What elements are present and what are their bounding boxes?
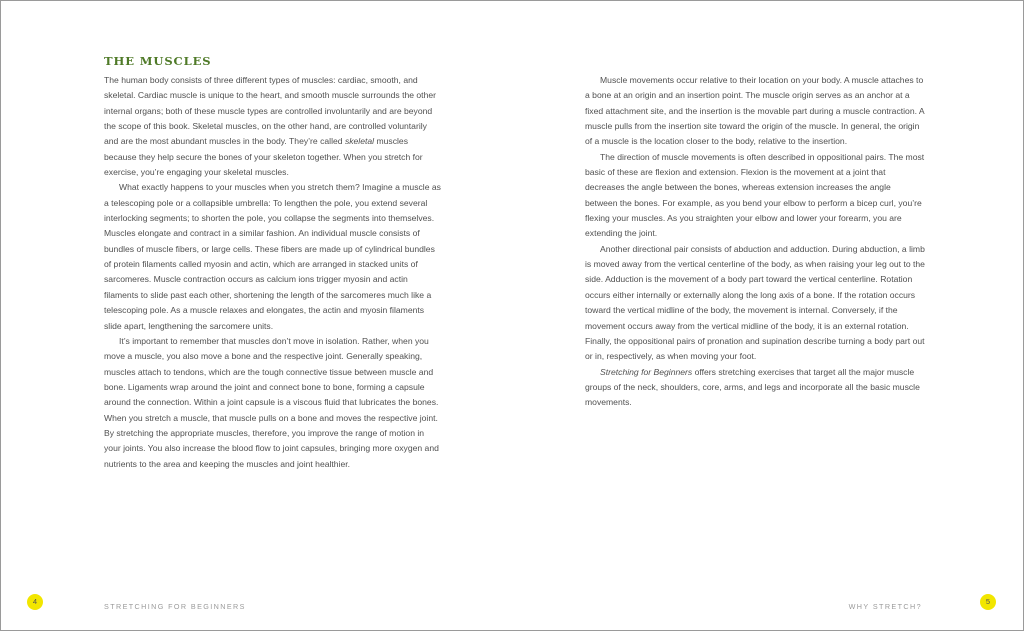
paragraph: What exactly happens to your muscles when you stretch them? Imagine a muscle as a telescoping pole or a collapsible umbrella: To lengthen the pole, you extend several interlocking segments; to shorten the pole, you collapse the segments into themselves. Muscles elongate and contract in a similar fashion. An individual muscle consists of bundles of muscle fibers, or large cells. These fibers are made up of cylindrical bundles of protein filaments called myosin and actin, which are arranged in stacked units of sarcomeres. Muscle contraction occurs as calcium ions trigger myosin and actin filaments to slide past each other, shortening the length of the sarcomeres much like a telescoping pole. As a muscle relaxes and elongates, the actin and myosin filaments slide apart, lengthening the sarcomere units.	[104, 182, 441, 331]
section-heading: THE MUSCLES	[104, 54, 212, 68]
running-footer: WHY STRETCH?	[848, 602, 922, 611]
paragraph-text: muscles because they help secure the bones of your skeleton together. When you stretch for exercise, you’re engaging your skeletal muscles.	[104, 136, 423, 178]
paragraph: Another directional pair consists of abduction and adduction. During abduction, a limb is moved away from the vertical centerline of the body, as when raising your leg out to the side. Adduction is the movement of a body part toward the vertical centerline. Rotation occurs either internally or externally along the long axis of a bone. If the rotation occurs toward the vertical midline of the body, the movement is internal. Conversely, if the movement occurs away from the vertical midline of the body, it is an external rotation. Finally, the oppositional pairs of pronation and supination describe turning a body part out or in, respectively, as when moving your foot.	[585, 243, 925, 362]
paragraph-text: The human body consists of three different types of muscles: cardiac, smooth, and skeletal. Cardiac muscle is unique to the heart, and smooth muscle surrounds the other internal organs; both of these muscle types are controlled involuntarily and are beyond the scope of this book. Skeletal muscles, on the other hand, are controlled voluntarily and are the most abundant muscles in the body. They’re called	[104, 75, 436, 147]
paragraph-text: offers stretching exercises that target all the major muscle groups of the neck, shoulders, core, arms, and legs and incorporate all the basic muscle movements.	[585, 366, 920, 408]
right-page	[512, 1, 1023, 630]
paragraph	[104, 73, 441, 180]
book-title-text: Stretching for Beginners	[600, 366, 693, 377]
page-number-badge: 4	[27, 594, 43, 610]
left-text-column	[104, 73, 441, 472]
emphasis-text: skeletal	[344, 136, 375, 147]
left-page	[1, 1, 512, 630]
paragraph: Muscle movements occur relative to their location on your body. A muscle attaches to a bone at an origin and an insertion point. The muscle origin serves as an anchor at a fixed attachment site, and the insertion is the movable part during a muscle contraction. A muscle pulls from the insertion site toward the origin of the muscle. In general, the origin of a muscle is the location closer to the body, relative to the insertion.	[585, 75, 925, 147]
paragraph: It’s important to remember that muscles don’t move in isolation. Rather, when you move a muscle, you also move a bone and the respective joint. Generally speaking, muscles attach to tendons, which are the tough connective tissue between muscle and bone. Ligaments wrap around the joint and connect bone to bone, forming a capsule around the connection. Within a joint capsule is a viscous fluid that lubricates the bones. When you stretch a muscle, that muscle pulls on a bone and moves the respective joint. By stretching the appropriate muscles, therefore, you improve the range of motion in your joints. You also increase the blood flow to joint capsules, bringing more oxygen and nutrients to the area and keeping the muscles and joint healthier.	[104, 335, 439, 469]
page-number-badge: 5	[980, 594, 996, 610]
paragraph: The direction of muscle movements is often described in oppositional pairs. The most basic of these are flexion and extension. Flexion is the movement at a joint that decreases the angle between the bones, whereas extension increases the angle between the bones. For example, as you bend your elbow to perform a bicep curl, you’re flexing your muscles. As you straighten your elbow and lower your forearm, you are extending the joint.	[585, 151, 925, 239]
running-footer: STRETCHING FOR BEGINNERS	[104, 602, 246, 611]
right-text-column	[585, 73, 925, 411]
paragraph	[585, 365, 925, 411]
